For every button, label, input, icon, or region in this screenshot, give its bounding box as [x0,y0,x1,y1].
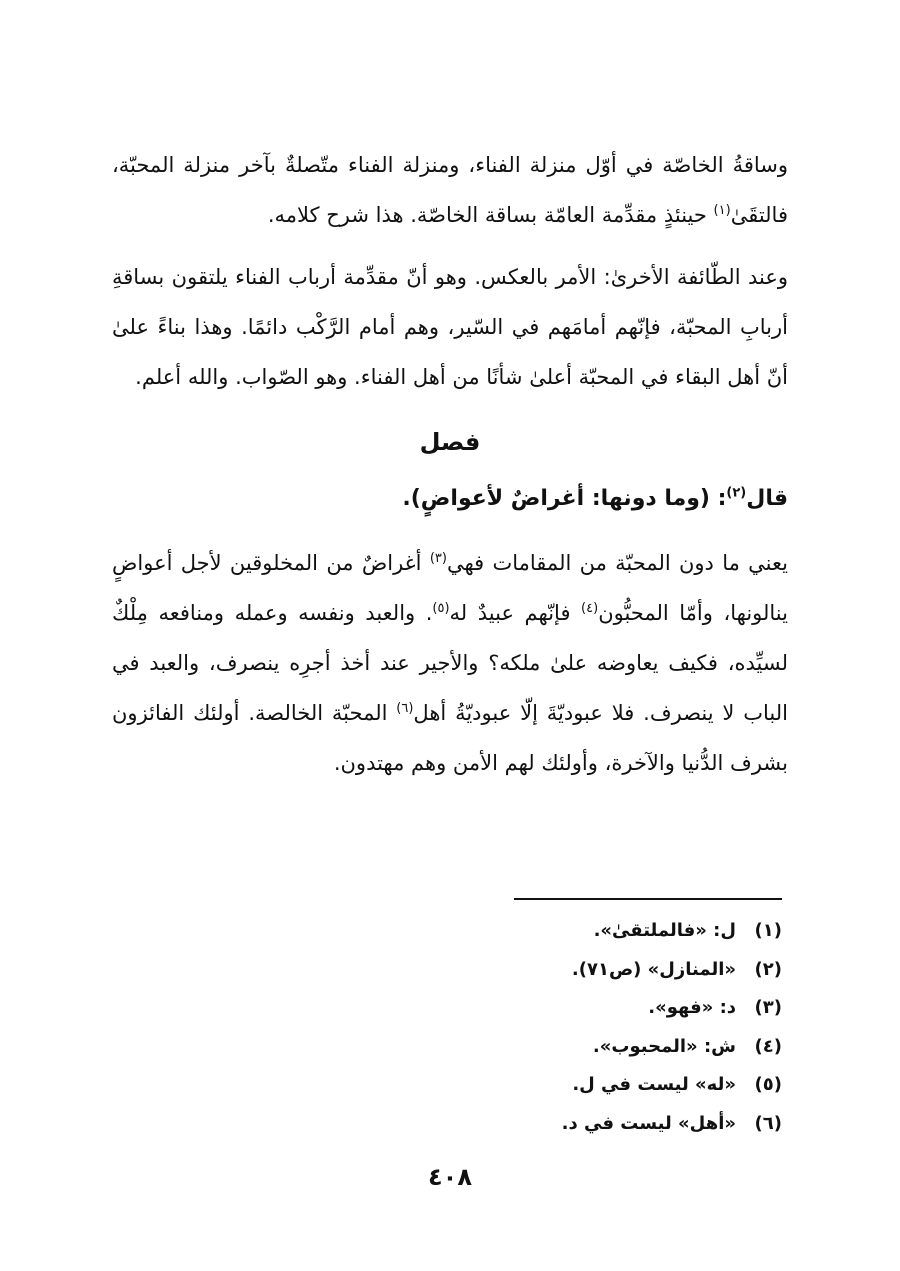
footnote-ref-5[interactable]: (٥) [432,601,450,616]
paragraph-2: وعند الطّائفة الأخرىٰ: الأمر بالعكس. وهو أنّ مقدِّمة أرباب الفناء يلتقون بساقةِ أربابِ المحبّة، فإنّهم أمامَهم في السّير، وهم أمام الرَّكْب دائمًا. وهذا بناءً علىٰ أنّ أهل البقاء في المحبّة أعلىٰ شأنًا من أهل الفناء. وهو الصّواب. والله أعلم. [112,265,788,389]
paragraph-3-part-e: المحبّة الخالصة. أولئك الفائزون بشرف الدُّنيا والآخرة، وأولئك لهم الأمن وهم مهتدون. [112,701,788,775]
footnote-5 [282,1066,782,1105]
paragraph-3-part-a: يعني ما دون المحبّة من المقامات فهي [446,551,788,575]
paragraph-3 [112,538,788,788]
footnote-3 [282,989,782,1028]
paragraph-3-part-d: . والعبد ونفسه وعمله ومنافعه مِلْكٌ لسيِّده، فكيف يعاوضه علىٰ ملكه؟ والأجير عند أخذ أجرِه ينصرف، والعبد في الباب لا ينصرف. فلا عبوديّةَ إلّا عبوديّةُ أهل [112,601,788,725]
footnote-text: د: «فهو». [648,997,736,1018]
footnote-text: ش: «المحبوب». [592,1035,736,1057]
footnote-text: ل: «فالملتقىٰ». [593,920,736,941]
paragraph-1-text: وساقةُ الخاصّة في أوّل منزلة الفناء، ومنزلة الفناء متّصلةٌ بآخر منزلة المحبّة، فالتقَىٰ [112,153,788,227]
footnote-ref-3[interactable]: (٣) [429,551,447,566]
quote-line [112,474,788,524]
footnote-6 [282,1105,782,1144]
quote-label: قال [746,486,788,511]
footnote-number: (١) [754,920,782,941]
footnote-ref-2[interactable]: (٢) [726,485,747,501]
footnote-number: (٤) [754,1035,782,1057]
footnotes [282,912,782,1143]
paragraph-3-part-b: أغراضٌ من المخلوقين لأجل أعواضٍ ينالونها، وأمّا المحبُّون [112,551,788,625]
footnote-text: «المنازل» (ص٧١). [571,958,736,980]
section-heading: فصل [419,428,481,456]
footnote-ref-6[interactable]: (٦) [396,701,414,716]
footnote-text: «أهل» ليست في د. [561,1112,736,1134]
footnote-1 [282,912,782,951]
page-number: ٤٠٨ [428,1163,472,1191]
footnote-divider [514,898,782,900]
quote-text: : (وما دونها: أغراضٌ لأعواضٍ). [402,486,727,511]
footnote-number: (٥) [754,1074,782,1095]
footnote-text: «له» ليست في ل. [572,1074,736,1095]
footnote-ref-1[interactable]: (١) [713,203,731,218]
page-body [112,140,788,796]
footnote-2 [282,951,782,990]
paragraph-1 [112,140,788,240]
footnote-ref-4[interactable]: (٤) [581,601,599,616]
footnote-number: (٣) [754,997,782,1018]
footnote-number: (٦) [754,1112,782,1134]
paragraph-1-tail: حينئذٍ مقدِّمة العامّة بساقة الخاصّة. هذا شرح كلامه. [267,203,714,227]
footnote-number: (٢) [754,958,782,980]
paragraph-3-part-c: فإنّهم عبيدٌ له [449,601,582,625]
footnote-4 [282,1028,782,1067]
